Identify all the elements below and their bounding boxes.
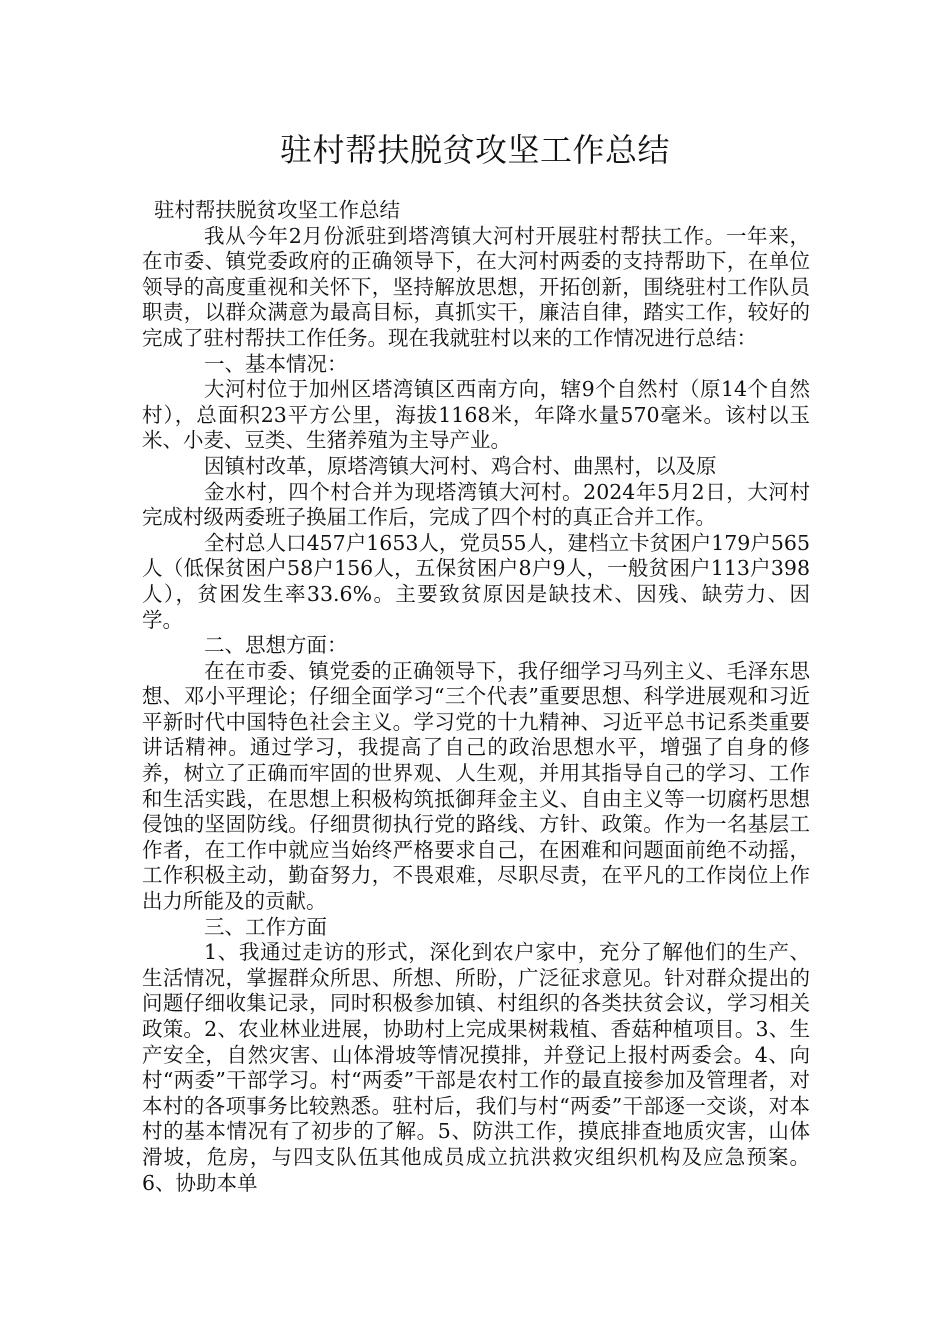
paragraph-population: 全村总人口457户1653人，党员55人，建档立卡贫困户179户565人（低保贫困户58户156人，五保贫困户8户9人，一般贫困户113户398人），贫困发生率33.6%。主要致贫原因是缺技术、因残、缺劳力、因学。 [142, 530, 810, 632]
section-heading-work: 三、工作方面 [204, 914, 327, 939]
paragraph-intro: 我从今年2月份派驻到塔湾镇大河村开展驻村帮扶工作。一年来，在市委、镇党委政府的正确领导下，在大河村两委的支持帮助下，在单位领导的高度重视和关怀下，坚持解放思想，开拓创新，围绕驻村工作队员职责，以群众满意为最高目标，真抓实干，廉洁自律，踏实工作，较好的完成了驻村帮扶工作任务。现在我就驻村以来的工作情况进行总结： [142, 223, 810, 350]
section-heading-basic: 一、基本情况： [204, 351, 348, 376]
paragraph-merger: 金水村，四个村合并为现塔湾镇大河村。2024年5月2日，大河村完成村级两委班子换届工作后，完成了四个村的真正合并工作。 [142, 479, 810, 530]
paragraph-thought: 在在市委、镇党委的正确领导下，我仔细学习马列主义、毛泽东思想、邓小平理论；仔细全面学习“三个代表”重要思想、科学进展观和习近平新时代中国特色社会主义。学习党的十九精神、习近平总书记系类重要讲话精神。通过学习，我提高了自己的政治思想水平，增强了自身的修养，树立了正确而牢固的世界观、人生观，并用其指导自己的学习、工作和生活实践，在思想上积极构筑抵御拜金主义、自由主义等一切腐朽思想侵蚀的坚固防线。仔细贯彻执行党的路线、方针、政策。作为一名基层工作者，在工作中就应当始终严格要求自己，在困难和问题面前绝不动摇，工作积极主动，勤奋努力，不畏艰难，尽职尽责，在平凡的工作岗位上作出力所能及的贡献。 [142, 658, 810, 914]
document-title: 驻村帮扶脱贫攻坚工作总结 [279, 131, 670, 169]
paragraph-work: 1、我通过走访的形式，深化到农户家中，充分了解他们的生产、生活情况，掌握群众所思、所想、所盼，广泛征求意见。针对群众提出的问题仔细收集记录，同时积极参加镇、村组织的各类扶贫会议，学习相关政策。2、农业林业进展，协助村上完成果树栽植、香菇种植项目。3、生产安全，自然灾害、山体滑坡等情况摸排，并登记上报村两委会。4、向村“两委”干部学习。村“两委”干部是农村工作的最直接参加及管理者，对本村的各项事务比较熟悉。驻村后，我们与村“两委”干部逐一交谈，对本村的基本情况有了初步的了解。5、防洪工作，摸底排查地质灾害，山体滑坡，危房，与四支队伍其他成员成立抗洪救灾组织机构及应急预案。6、协助本单 [142, 940, 810, 1195]
section-heading-thought: 二、思想方面： [204, 633, 348, 658]
document-subtitle: 驻村帮扶脱贫攻坚工作总结 [154, 198, 400, 222]
paragraph-reform: 因镇村改革，原塔湾镇大河村、鸡合村、曲黑村，以及原 [204, 453, 717, 478]
document-body [142, 198, 810, 1196]
paragraph-village-location: 大河村位于加州区塔湾镇区西南方向，辖9个自然村（原14个自然村），总面积23平方公里，海拔1168米，年降水量570毫米。该村以玉米、小麦、豆类、生猪养殖为主导产业。 [142, 377, 810, 453]
